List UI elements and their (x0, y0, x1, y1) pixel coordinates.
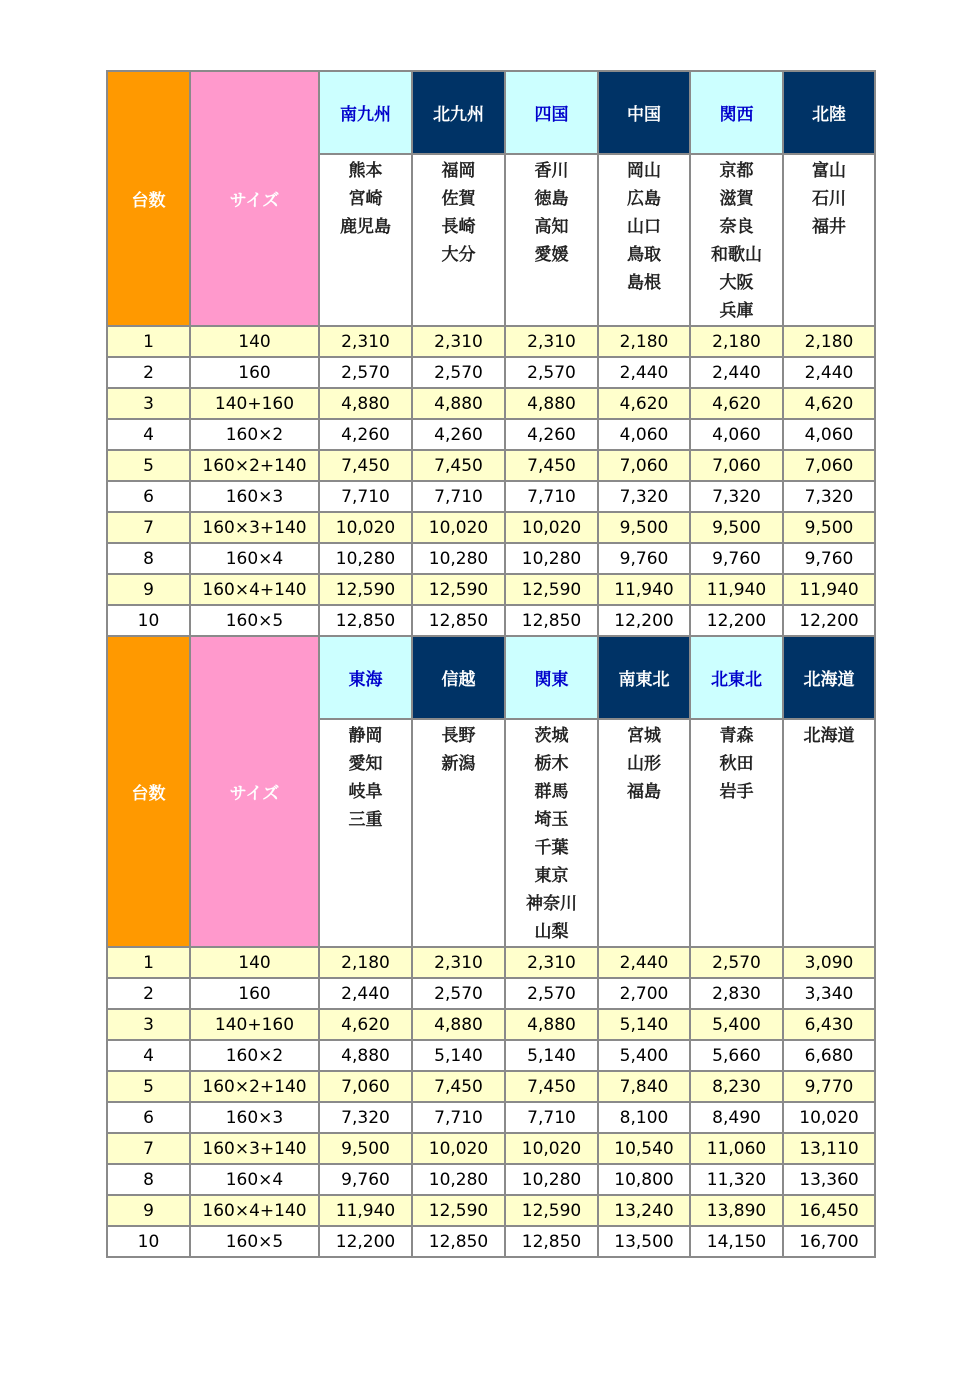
price-cell: 12,850 (319, 605, 412, 636)
table-row (107, 326, 875, 357)
table-row (107, 1195, 875, 1226)
prefecture-list (319, 154, 412, 326)
price-cell: 16,700 (783, 1226, 875, 1257)
price-cell: 10,280 (412, 1164, 505, 1195)
price-cell: 16,450 (783, 1195, 875, 1226)
price-cell: 2,310 (412, 326, 505, 357)
prefecture-name: 東京 (534, 866, 569, 886)
prefecture-name: 秋田 (719, 754, 754, 774)
size-cell: 160×2 (190, 419, 319, 450)
price-cell: 5,140 (412, 1040, 505, 1071)
prefecture-name: 福井 (812, 217, 846, 237)
price-cell: 4,060 (783, 419, 875, 450)
price-cell: 7,320 (319, 1102, 412, 1133)
price-cell: 11,060 (690, 1133, 783, 1164)
region-name: 北東北 (690, 636, 783, 719)
prefecture-name: 和歌山 (711, 245, 762, 265)
prefecture-name: 鳥取 (627, 245, 661, 265)
price-cell: 2,310 (505, 947, 598, 978)
price-cell: 10,020 (319, 512, 412, 543)
table-row (107, 1102, 875, 1133)
price-cell: 10,280 (505, 543, 598, 574)
region-name: 関西 (690, 71, 783, 154)
price-cell: 4,060 (690, 419, 783, 450)
region-name: 関東 (505, 636, 598, 719)
price-cell: 12,850 (412, 605, 505, 636)
price-cell: 12,590 (319, 574, 412, 605)
count-cell: 6 (107, 1102, 190, 1133)
prefecture-name: 岐阜 (348, 782, 383, 802)
price-cell: 11,940 (690, 574, 783, 605)
price-cell: 7,060 (783, 450, 875, 481)
price-cell: 9,770 (783, 1071, 875, 1102)
price-cell: 12,590 (412, 1195, 505, 1226)
prefecture-name: 福岡 (441, 161, 476, 181)
price-cell: 7,060 (319, 1071, 412, 1102)
prefecture-name: 静岡 (348, 726, 383, 746)
price-cell: 9,760 (783, 543, 875, 574)
prefecture-list (412, 719, 505, 947)
price-cell: 7,710 (505, 1102, 598, 1133)
prefecture-name: 鹿児島 (340, 217, 391, 237)
price-cell: 12,200 (783, 605, 875, 636)
table-row (107, 357, 875, 388)
price-cell: 9,760 (598, 543, 690, 574)
count-cell: 4 (107, 1040, 190, 1071)
price-cell: 10,280 (412, 543, 505, 574)
table-row (107, 1071, 875, 1102)
prefecture-name: 山口 (627, 217, 661, 237)
region-name: 信越 (412, 636, 505, 719)
price-cell: 3,090 (783, 947, 875, 978)
prefecture-name: 北海道 (803, 726, 855, 746)
count-cell: 2 (107, 978, 190, 1009)
prefecture-name: 福島 (627, 782, 661, 802)
shipping-rate-sheet (106, 70, 876, 1258)
prefecture-name: 奈良 (719, 217, 754, 237)
price-cell: 9,500 (598, 512, 690, 543)
table-row (107, 481, 875, 512)
count-cell: 7 (107, 512, 190, 543)
price-cell: 13,500 (598, 1226, 690, 1257)
prefecture-name: 青森 (719, 726, 754, 746)
price-cell: 11,940 (783, 574, 875, 605)
price-cell: 12,200 (690, 605, 783, 636)
prefecture-name: 佐賀 (441, 189, 476, 209)
prefecture-name: 石川 (812, 189, 846, 209)
price-cell: 5,660 (690, 1040, 783, 1071)
price-cell: 12,590 (505, 1195, 598, 1226)
count-cell: 1 (107, 947, 190, 978)
price-cell: 7,840 (598, 1071, 690, 1102)
size-cell: 160×4 (190, 543, 319, 574)
region-name: 東海 (319, 636, 412, 719)
table-row (107, 450, 875, 481)
prefecture-name: 徳島 (534, 189, 569, 209)
prefecture-list (598, 154, 690, 326)
price-cell: 2,310 (412, 947, 505, 978)
price-cell: 11,940 (319, 1195, 412, 1226)
size-cell: 160×2+140 (190, 450, 319, 481)
price-cell: 7,060 (598, 450, 690, 481)
prefecture-list (598, 719, 690, 947)
size-cell: 160 (190, 357, 319, 388)
price-cell: 4,060 (598, 419, 690, 450)
shipping-rate-table (106, 70, 876, 1258)
price-cell: 10,280 (319, 543, 412, 574)
price-cell: 2,570 (412, 357, 505, 388)
price-cell: 2,440 (598, 357, 690, 388)
prefecture-name: 栃木 (534, 754, 569, 774)
price-cell: 2,440 (690, 357, 783, 388)
size-cell: 160×3 (190, 1102, 319, 1133)
price-cell: 7,320 (783, 481, 875, 512)
prefecture-list (412, 154, 505, 326)
price-cell: 2,180 (690, 326, 783, 357)
price-cell: 10,540 (598, 1133, 690, 1164)
prefecture-name: 山梨 (534, 922, 569, 942)
prefecture-name: 新潟 (441, 754, 476, 774)
price-cell: 8,100 (598, 1102, 690, 1133)
size-cell: 160×5 (190, 605, 319, 636)
price-cell: 7,450 (412, 1071, 505, 1102)
prefecture-name: 宮崎 (348, 189, 383, 209)
table-row (107, 605, 875, 636)
prefecture-name: 茨城 (534, 726, 569, 746)
region-header-row (107, 636, 875, 719)
price-cell: 2,570 (412, 978, 505, 1009)
price-cell: 7,450 (505, 450, 598, 481)
region-name: 四国 (505, 71, 598, 154)
table-row (107, 1164, 875, 1195)
price-cell: 4,620 (690, 388, 783, 419)
count-cell: 9 (107, 574, 190, 605)
prefecture-name: 滋賀 (719, 189, 754, 209)
price-cell: 2,310 (319, 326, 412, 357)
prefecture-name: 愛媛 (534, 245, 569, 265)
price-cell: 5,400 (598, 1040, 690, 1071)
prefecture-name: 大分 (441, 245, 476, 265)
size-cell: 160×3 (190, 481, 319, 512)
price-cell: 13,110 (783, 1133, 875, 1164)
count-cell: 4 (107, 419, 190, 450)
price-cell: 2,570 (505, 357, 598, 388)
size-header: サイズ (190, 636, 319, 947)
count-cell: 10 (107, 605, 190, 636)
size-cell: 160 (190, 978, 319, 1009)
price-cell: 8,490 (690, 1102, 783, 1133)
price-cell: 4,260 (412, 419, 505, 450)
prefecture-name: 熊本 (348, 161, 383, 181)
price-cell: 9,760 (690, 543, 783, 574)
price-cell: 7,320 (598, 481, 690, 512)
price-cell: 2,570 (505, 978, 598, 1009)
price-cell: 4,260 (505, 419, 598, 450)
size-cell: 140+160 (190, 1009, 319, 1040)
prefecture-name: 長崎 (441, 217, 476, 237)
price-cell: 2,700 (598, 978, 690, 1009)
price-cell: 9,500 (690, 512, 783, 543)
price-cell: 7,710 (505, 481, 598, 512)
price-cell: 9,500 (783, 512, 875, 543)
price-cell: 8,230 (690, 1071, 783, 1102)
price-cell: 4,880 (412, 388, 505, 419)
size-cell: 160×3+140 (190, 512, 319, 543)
price-cell: 4,880 (505, 1009, 598, 1040)
price-cell: 2,440 (783, 357, 875, 388)
price-cell: 9,760 (319, 1164, 412, 1195)
price-cell: 2,180 (598, 326, 690, 357)
price-cell: 13,890 (690, 1195, 783, 1226)
count-cell: 2 (107, 357, 190, 388)
price-cell: 4,880 (319, 388, 412, 419)
prefecture-name: 埼玉 (534, 810, 569, 830)
price-cell: 4,620 (783, 388, 875, 419)
region-name: 南東北 (598, 636, 690, 719)
price-cell: 2,570 (319, 357, 412, 388)
size-cell: 160×4+140 (190, 1195, 319, 1226)
prefecture-name: 長野 (441, 726, 476, 746)
price-cell: 7,710 (412, 1102, 505, 1133)
count-cell: 1 (107, 326, 190, 357)
size-cell: 160×4+140 (190, 574, 319, 605)
price-cell: 2,180 (319, 947, 412, 978)
size-cell: 160×2+140 (190, 1071, 319, 1102)
prefecture-name: 大阪 (719, 273, 754, 293)
price-cell: 10,020 (783, 1102, 875, 1133)
price-cell: 7,450 (319, 450, 412, 481)
price-cell: 7,450 (412, 450, 505, 481)
prefecture-name: 山形 (627, 754, 661, 774)
size-cell: 140 (190, 326, 319, 357)
price-cell: 5,400 (690, 1009, 783, 1040)
price-cell: 10,280 (505, 1164, 598, 1195)
table-row (107, 574, 875, 605)
size-cell: 160×2 (190, 1040, 319, 1071)
prefecture-name: 宮城 (627, 726, 661, 746)
price-cell: 4,880 (412, 1009, 505, 1040)
count-cell: 5 (107, 1071, 190, 1102)
prefecture-name: 富山 (812, 161, 846, 181)
price-cell: 4,620 (598, 388, 690, 419)
count-header: 台数 (107, 636, 190, 947)
prefecture-name: 島根 (627, 273, 661, 293)
region-name: 中国 (598, 71, 690, 154)
price-cell: 12,200 (319, 1226, 412, 1257)
price-cell: 6,430 (783, 1009, 875, 1040)
prefecture-name: 広島 (627, 189, 661, 209)
prefecture-name: 岩手 (719, 782, 754, 802)
price-cell: 2,440 (598, 947, 690, 978)
prefecture-list (319, 719, 412, 947)
price-cell: 11,320 (690, 1164, 783, 1195)
size-cell: 160×3+140 (190, 1133, 319, 1164)
price-cell: 12,200 (598, 605, 690, 636)
table-row (107, 512, 875, 543)
price-cell: 12,850 (412, 1226, 505, 1257)
count-cell: 5 (107, 450, 190, 481)
prefecture-name: 三重 (348, 810, 383, 830)
prefecture-name: 香川 (534, 161, 569, 181)
table-row (107, 1133, 875, 1164)
price-cell: 12,590 (412, 574, 505, 605)
region-name: 南九州 (319, 71, 412, 154)
count-cell: 8 (107, 543, 190, 574)
price-cell: 7,710 (412, 481, 505, 512)
region-name: 北九州 (412, 71, 505, 154)
price-cell: 7,710 (319, 481, 412, 512)
price-cell: 12,590 (505, 574, 598, 605)
price-cell: 2,310 (505, 326, 598, 357)
region-name: 北陸 (783, 71, 875, 154)
price-cell: 4,260 (319, 419, 412, 450)
table-row (107, 947, 875, 978)
prefecture-name: 京都 (719, 161, 754, 181)
prefecture-list (690, 154, 783, 326)
price-cell: 2,440 (319, 978, 412, 1009)
region-header-row (107, 71, 875, 154)
price-cell: 2,830 (690, 978, 783, 1009)
price-cell: 10,020 (412, 1133, 505, 1164)
prefecture-name: 兵庫 (719, 301, 754, 321)
table-row (107, 1226, 875, 1257)
count-cell: 8 (107, 1164, 190, 1195)
count-cell: 10 (107, 1226, 190, 1257)
prefecture-list (505, 719, 598, 947)
table-row (107, 978, 875, 1009)
prefecture-name: 岡山 (627, 161, 661, 181)
price-cell: 14,150 (690, 1226, 783, 1257)
price-cell: 4,880 (319, 1040, 412, 1071)
price-cell: 12,850 (505, 1226, 598, 1257)
count-cell: 9 (107, 1195, 190, 1226)
table-row (107, 419, 875, 450)
size-cell: 140+160 (190, 388, 319, 419)
price-cell: 7,320 (690, 481, 783, 512)
price-cell: 3,340 (783, 978, 875, 1009)
size-cell: 160×5 (190, 1226, 319, 1257)
table-row (107, 543, 875, 574)
price-cell: 12,850 (505, 605, 598, 636)
prefecture-list (505, 154, 598, 326)
table-row (107, 1009, 875, 1040)
prefecture-list (783, 719, 875, 947)
prefecture-name: 愛知 (348, 754, 383, 774)
price-cell: 6,680 (783, 1040, 875, 1071)
price-cell: 2,180 (783, 326, 875, 357)
price-cell: 11,940 (598, 574, 690, 605)
price-cell: 4,620 (319, 1009, 412, 1040)
count-cell: 3 (107, 388, 190, 419)
size-header: サイズ (190, 71, 319, 326)
price-cell: 13,240 (598, 1195, 690, 1226)
count-cell: 3 (107, 1009, 190, 1040)
price-cell: 5,140 (598, 1009, 690, 1040)
price-cell: 10,020 (505, 1133, 598, 1164)
table-row (107, 388, 875, 419)
prefecture-name: 高知 (534, 217, 569, 237)
price-cell: 5,140 (505, 1040, 598, 1071)
price-cell: 9,500 (319, 1133, 412, 1164)
price-cell: 7,060 (690, 450, 783, 481)
prefecture-list (690, 719, 783, 947)
table-row (107, 1040, 875, 1071)
price-cell: 2,570 (690, 947, 783, 978)
prefecture-name: 千葉 (534, 838, 569, 858)
price-cell: 10,020 (505, 512, 598, 543)
price-cell: 10,800 (598, 1164, 690, 1195)
size-cell: 140 (190, 947, 319, 978)
size-cell: 160×4 (190, 1164, 319, 1195)
count-header: 台数 (107, 71, 190, 326)
price-cell: 7,450 (505, 1071, 598, 1102)
price-cell: 13,360 (783, 1164, 875, 1195)
region-name: 北海道 (783, 636, 875, 719)
price-cell: 4,880 (505, 388, 598, 419)
prefecture-name: 群馬 (534, 782, 569, 802)
count-cell: 6 (107, 481, 190, 512)
prefecture-name: 神奈川 (526, 894, 577, 914)
count-cell: 7 (107, 1133, 190, 1164)
price-cell: 10,020 (412, 512, 505, 543)
prefecture-list (783, 154, 875, 326)
